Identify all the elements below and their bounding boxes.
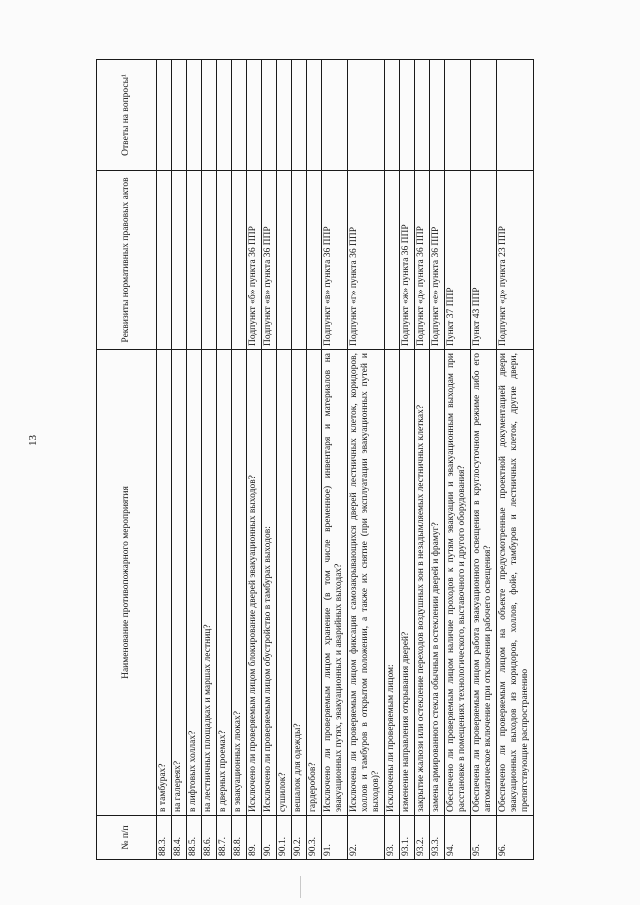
row-number: 96. [497, 816, 534, 860]
row-legal-requisite [307, 171, 322, 350]
row-legal-requisite: Пункт 43 ППР [471, 171, 497, 350]
row-measure-name: Исключено ли проверяемым лицом хранение (в том числе временное) инвентаря и материалов на эвакуационных путях, эвакуационных и аварийных выходах? [322, 350, 348, 816]
table-row [385, 60, 400, 860]
row-number: 95. [471, 816, 497, 860]
row-legal-requisite [292, 171, 307, 350]
table-row [471, 60, 497, 860]
row-measure-name: в тамбурах? [157, 350, 172, 816]
row-answer-cell[interactable] [497, 60, 534, 171]
row-answer-cell[interactable] [172, 60, 187, 171]
table-row [430, 60, 445, 860]
row-number: 94. [445, 816, 471, 860]
table-row [172, 60, 187, 860]
row-number: 88.4. [172, 816, 187, 860]
row-answer-cell[interactable] [277, 60, 292, 171]
row-legal-requisite [217, 171, 232, 350]
row-legal-requisite [187, 171, 202, 350]
row-answer-cell[interactable] [445, 60, 471, 171]
table-body [157, 60, 534, 860]
row-number: 88.7. [217, 816, 232, 860]
row-answer-cell[interactable] [322, 60, 348, 171]
row-legal-requisite: Пункт 37 ППР [445, 171, 471, 350]
row-legal-requisite: Подпункт «в» пункта 36 ППР [262, 171, 277, 350]
row-measure-name: Исключены ли проверяемым лицом: [385, 350, 400, 816]
row-measure-name: Исключено ли проверяемым лицом обустройство в тамбурах выходов: [262, 350, 277, 816]
row-legal-requisite [277, 171, 292, 350]
row-legal-requisite [385, 171, 400, 350]
row-answer-cell[interactable] [415, 60, 430, 171]
row-legal-requisite [157, 171, 172, 350]
row-measure-name: на галереях? [172, 350, 187, 816]
row-answer-cell[interactable] [217, 60, 232, 171]
row-answer-cell[interactable] [471, 60, 497, 171]
fire-safety-checklist-table [96, 59, 534, 860]
row-number: 93.1. [400, 816, 415, 860]
page-number: 13 [27, 435, 39, 446]
row-number: 90.2. [292, 816, 307, 860]
row-legal-requisite [232, 171, 247, 350]
row-measure-name: гардеробов? [307, 350, 322, 816]
row-legal-requisite: Подпункт «ж» пункта 36 ППР [400, 171, 415, 350]
header-measure-name: Наименование противопожарного мероприятия [97, 350, 157, 816]
row-answer-cell[interactable] [232, 60, 247, 171]
table-row [277, 60, 292, 860]
row-measure-name: Исключена ли проверяемым лицом фиксация самозакрывающихся дверей лестничных клеток, коридоров, холлов и тамбуров в открытом положении, а также их снятие (при эксплуатации эвакуационных путей и выходов)? [348, 350, 385, 816]
row-number: 92. [348, 816, 385, 860]
row-measure-name: в дверных проемах? [217, 350, 232, 816]
row-answer-cell[interactable] [247, 60, 262, 171]
row-answer-cell[interactable] [202, 60, 217, 171]
row-answer-cell[interactable] [430, 60, 445, 171]
row-number: 89. [247, 816, 262, 860]
row-answer-cell[interactable] [262, 60, 277, 171]
row-measure-name: изменение направления открывания дверей? [400, 350, 415, 816]
row-answer-cell[interactable] [292, 60, 307, 171]
row-legal-requisite: Подпункт «д» пункта 23 ППР [497, 171, 534, 350]
table-row [415, 60, 430, 860]
row-number: 88.8. [232, 816, 247, 860]
table-row [292, 60, 307, 860]
row-legal-requisite: Подпункт «д» пункта 36 ППР [415, 171, 430, 350]
row-measure-name: Исключено ли проверяемым лицом блокирование дверей эвакуационных выходов? [247, 350, 262, 816]
row-measure-name: замена армированного стекла обычным в остеклении дверей и фрамуг? [430, 350, 445, 816]
table-row [232, 60, 247, 860]
row-measure-name: Обеспечено ли проверяемым лицом наличие проходов к путям эвакуации и эвакуационным выходам при расстановке в помещениях технологического, выставочного и другого оборудования? [445, 350, 471, 816]
row-answer-cell[interactable] [307, 60, 322, 171]
row-number: 93. [385, 816, 400, 860]
row-measure-name: Обеспечена ли проверяемым лицом работа эвакуационного освещения в круглосуточном режиме либо его автоматическое включение при отключении рабочего освещения? [471, 350, 497, 816]
row-measure-name: в эвакуационных люках? [232, 350, 247, 816]
table-row [307, 60, 322, 860]
row-number: 90.1. [277, 816, 292, 860]
row-measure-name: закрытие жалюзи или остекление переходов воздушных зон в незадымляемых лестничных клетках? [415, 350, 430, 816]
row-number: 93.2. [415, 816, 430, 860]
table-row [400, 60, 415, 860]
table-row [217, 60, 232, 860]
row-legal-requisite: Подпункт «е» пункта 36 ППР [430, 171, 445, 350]
row-measure-name: на лестничных площадках и маршах лестниц? [202, 350, 217, 816]
row-number: 88.6. [202, 816, 217, 860]
row-legal-requisite: Подпункт «б» пункта 36 ППР [247, 171, 262, 350]
row-number: 91. [322, 816, 348, 860]
row-answer-cell[interactable] [385, 60, 400, 171]
row-measure-name: вешалок для одежды? [292, 350, 307, 816]
table-row [202, 60, 217, 860]
row-measure-name: в лифтовых холлах? [187, 350, 202, 816]
row-number: 90. [262, 816, 277, 860]
table-row [348, 60, 385, 860]
row-answer-cell[interactable] [187, 60, 202, 171]
table-row [322, 60, 348, 860]
header-answers: Ответы на вопросы¹ [97, 60, 157, 171]
row-number: 93.3. [430, 816, 445, 860]
row-answer-cell[interactable] [157, 60, 172, 171]
row-measure-name: Обеспечено ли проверяемым лицом на объекте предусмотренные проектной документацией двери эвакуационных выходов из коридоров, холлов, фойе, тамбуров и лестничных клеток, другие двери, препятствующие распространению [497, 350, 534, 816]
scan-margin-mark [300, 876, 301, 898]
row-legal-requisite [202, 171, 217, 350]
row-legal-requisite [172, 171, 187, 350]
table-row [445, 60, 471, 860]
row-measure-name: сушилок? [277, 350, 292, 816]
row-answer-cell[interactable] [400, 60, 415, 171]
table-row [262, 60, 277, 860]
row-number: 88.3. [157, 816, 172, 860]
row-legal-requisite: Подпункт «г» пункта 36 ППР [348, 171, 385, 350]
row-number: 90.3. [307, 816, 322, 860]
rotated-page-content [96, 60, 606, 860]
row-number: 88.5. [187, 816, 202, 860]
table-row [157, 60, 172, 860]
row-legal-requisite: Подпункт «в» пункта 36 ППР [322, 171, 348, 350]
table-row [247, 60, 262, 860]
row-answer-cell[interactable] [348, 60, 385, 171]
header-num: № п/п [97, 816, 157, 860]
header-legal-requisites: Реквизиты нормативных правовых актов [97, 171, 157, 350]
table-header-row [97, 60, 157, 860]
table-row [187, 60, 202, 860]
table-row [497, 60, 534, 860]
